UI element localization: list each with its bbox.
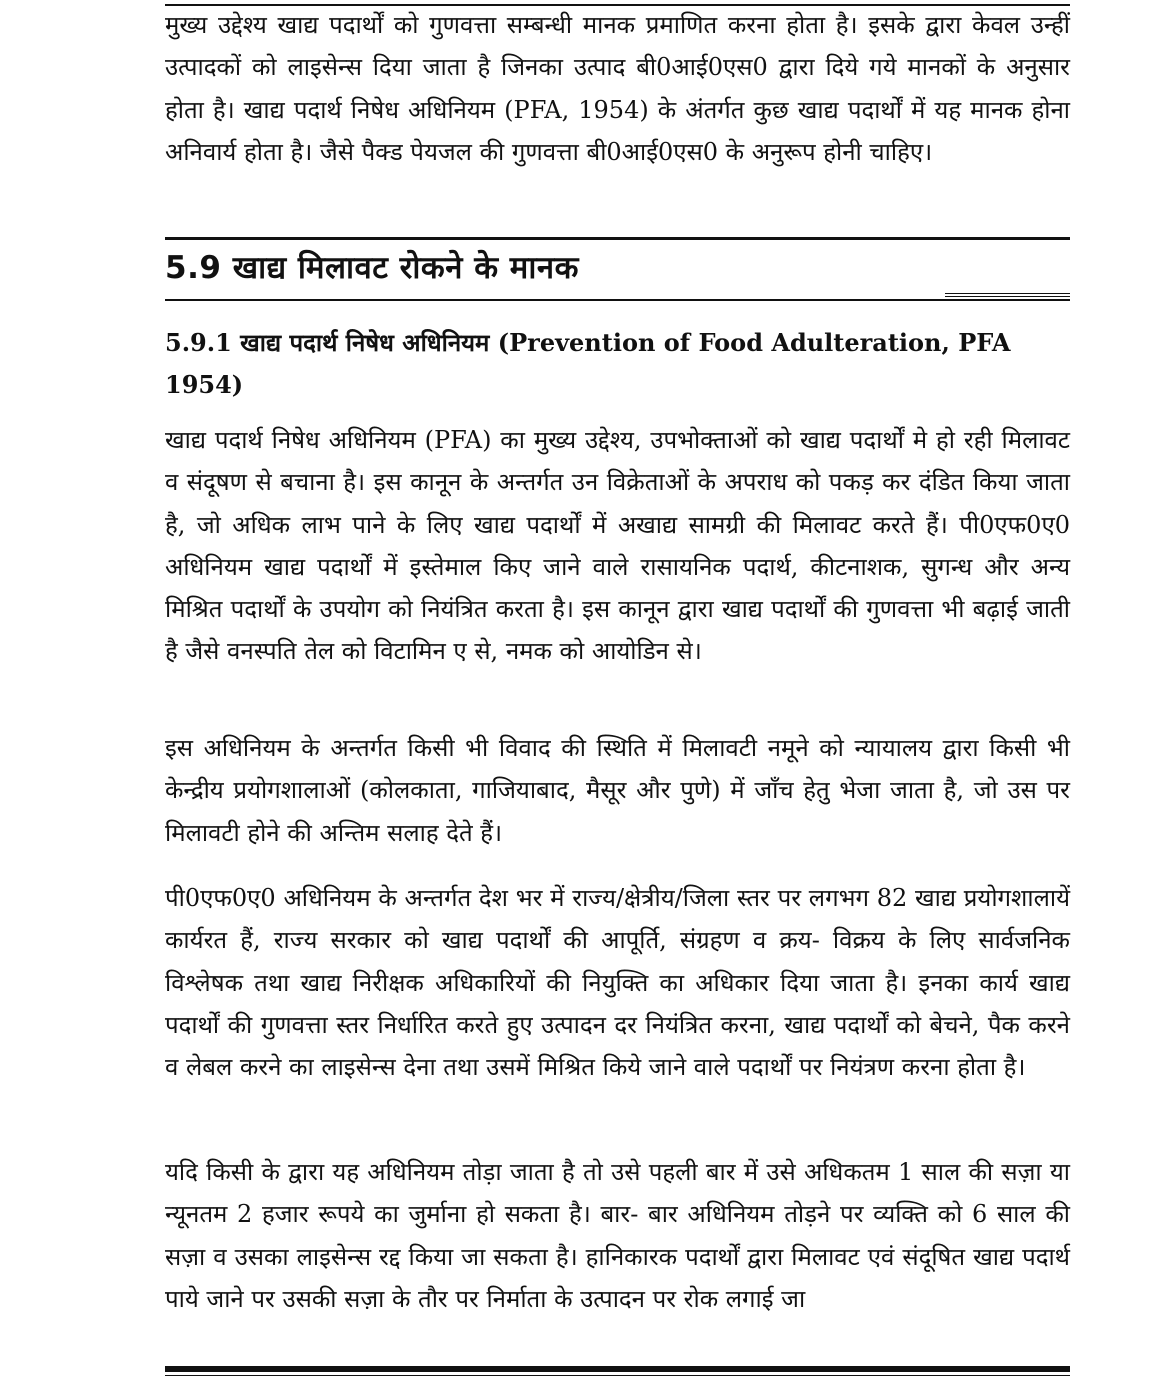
pfa-paragraph-objective: खाद्य पदार्थ निषेध अधिनियम (PFA) का मुख्य उद्देश्य, उपभोक्ताओं को खाद्य पदार्थों मे हो रही मिलावट व संदूषण से बचाना है। इस कानून के अन्तर्गत उन विक्रेताओं के अपराध को पकड़ कर दंडित किया जाता है, जो अधिक लाभ पाने के लिए खाद्य पदार्थों में अखाद्य सामग्री की मिलावट करते हैं। पी0एफ0ए0 अधिनियम खाद्य पदार्थों में इस्तेमाल किए जाने वाले रासायनिक पदार्थ, कीटनाशक, सुगन्ध और अन्य मिश्रित पदार्थों के उपयोग को नियंत्रित करता है। इस कानून द्वारा खाद्य पदार्थों की गुणवत्ता भी बढ़ाई जाती है जैसे वनस्पति तेल को विटामिन ए से, नमक को आयोडिन से। — [165, 426, 1070, 666]
pfa-paragraph-state-labs: पी0एफ0ए0 अधिनियम के अन्तर्गत देश भर में राज्य/क्षेत्रीय/जिला स्तर पर लगभग 82 खाद्य प्रयोगशालायें कार्यरत हैं, राज्य सरकार को खाद्य पदार्थों की आपूर्ति, संग्रहण व क्रय- विक्रय के लिए सार्वजनिक विश्लेषक तथा खाद्य निरीक्षक अधिकारियों की नियुक्ति का अधिकार दिया जाता है। इनका कार्य खाद्य पदार्थों की गुणवत्ता स्तर निर्धारित करते हुए उत्पादन दर नियंत्रित करना, खाद्य पदार्थों को बेचने, पैक करने व लेबल करने का लाइसेन्स देना तथा उसमें मिश्रित किये जाने वाले पदार्थों पर नियंत्रण करना होता है। — [165, 884, 1070, 1082]
footer-rule-thin — [165, 1375, 1070, 1376]
pfa-paragraph-laboratories: इस अधिनियम के अन्तर्गत किसी भी विवाद की स्थिति में मिलावटी नमूने को न्यायालय द्वारा किसी भी केन्द्रीय प्रयोगशालाओं (कोलकाता, गाजियाबाद, मैसूर और पुणे) में जाँच हेतु भेजा जाता है, जो उस पर मिलावटी होने की अन्तिम सलाह देते हैं। — [165, 734, 1070, 847]
section-bottom-rule — [165, 299, 1070, 301]
subsection-heading: 5.9.1 खाद्य पदार्थ निषेध अधिनियम (Prevention of Food Adulteration, PFA 1954) — [165, 328, 1011, 399]
intro-paragraph: मुख्य उद्देश्य खाद्य पदार्थों को गुणवत्ता सम्बन्धी मानक प्रमाणित करना होता है। इसके द्वारा केवल उन्हीं उत्पादकों को लाइसेन्स दिया जाता है जिनका उत्पाद बी0आई0एस0 द्वारा दिये गये मानकों के अनुसार होता है। खाद्य पदार्थ निषेध अधिनियम (PFA, 1954) के अंतर्गत कुछ खाद्य पदार्थों में यह मानक होना अनिवार्य होता है। जैसे पैक्ड पेयजल की गुणवत्ता बी0आई0एस0 के अनुरूप होनी चाहिए। — [165, 11, 1070, 166]
section-heading: 5.9 खाद्य मिलावट रोकने के मानक — [165, 250, 579, 286]
section-top-rule — [165, 237, 1070, 240]
footer-rule-thick — [165, 1366, 1070, 1372]
section-rule-accent — [945, 293, 1070, 297]
document-page — [165, 0, 1070, 1380]
pfa-paragraph-penalties: यदि किसी के द्वारा यह अधिनियम तोड़ा जाता है तो उसे पहली बार में उसे अधिकतम 1 साल की सज़ा या न्यूनतम 2 हजार रूपये का जुर्माना हो सकता है। बार- बार अधिनियम तोड़ने पर व्यक्ति को 6 साल की सज़ा व उसका लाइसेन्स रद्द किया जा सकता है। हानिकारक पदार्थों द्वारा मिलावट एवं संदूषित खाद्य पदार्थ पाये जाने पर उसकी सज़ा के तौर पर निर्माता के उत्पादन पर रोक लगाई जा — [165, 1158, 1070, 1313]
